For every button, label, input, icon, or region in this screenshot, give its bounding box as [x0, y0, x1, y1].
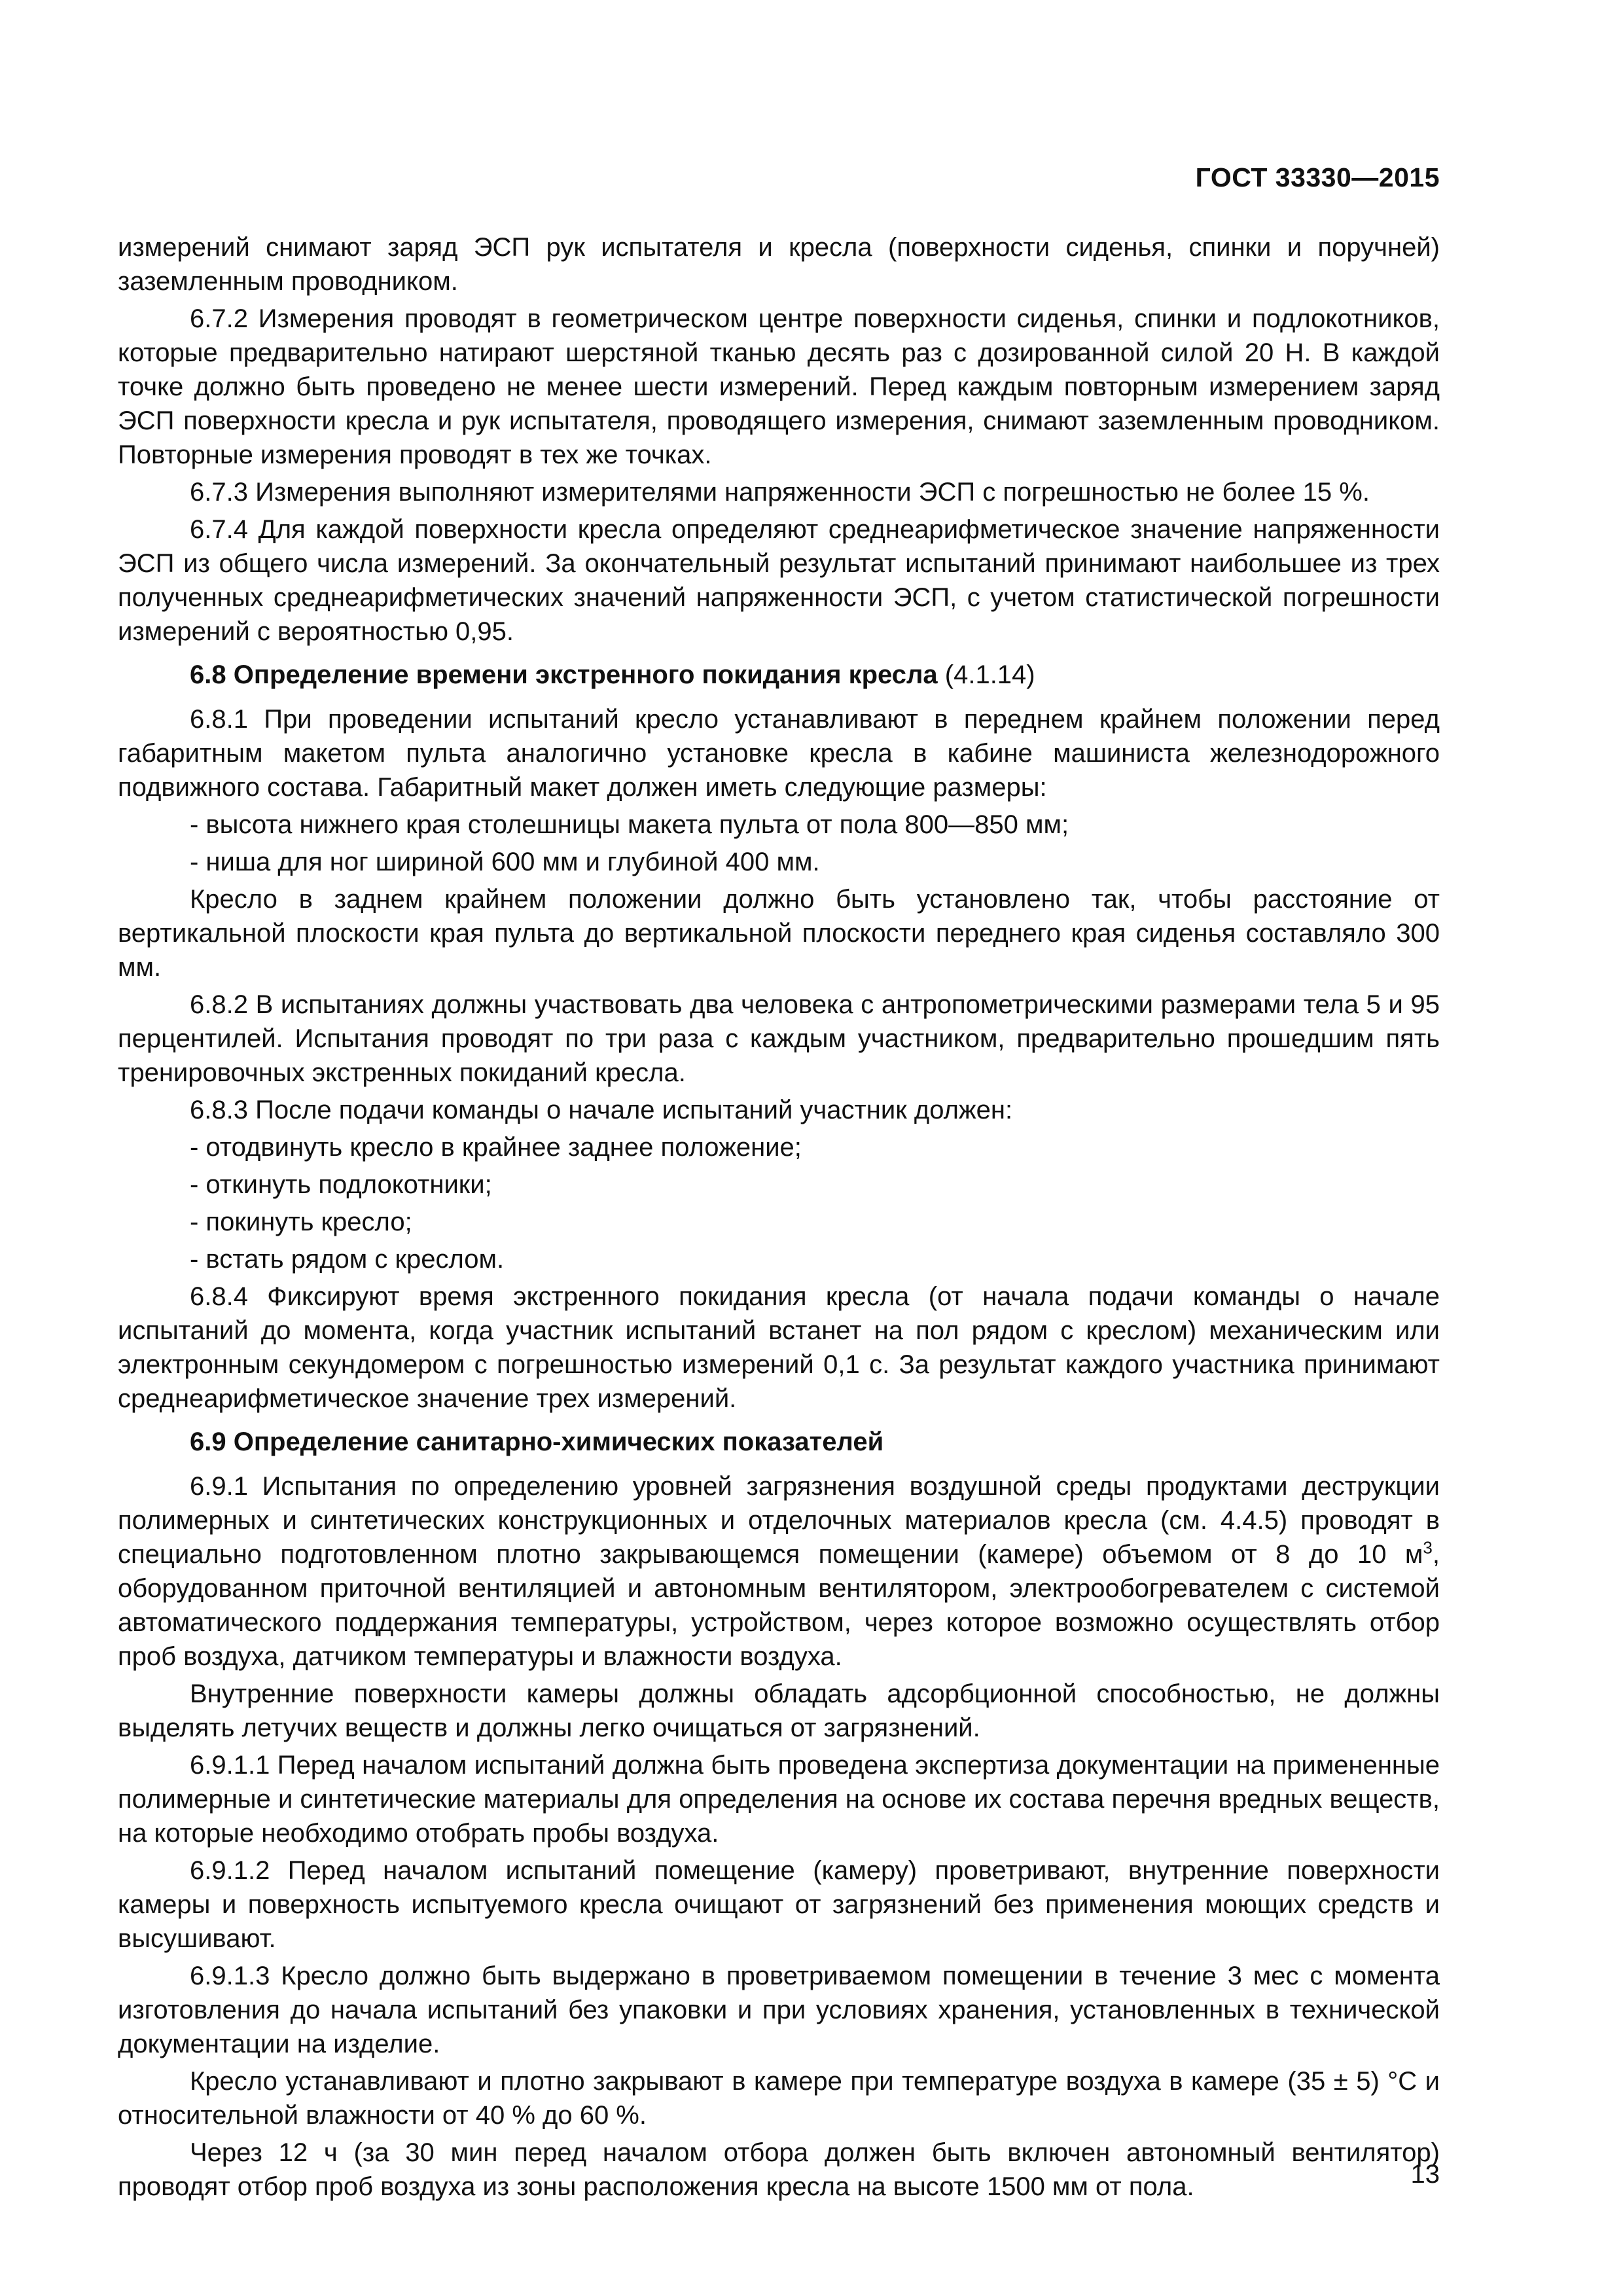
- list-item: - покинуть кресло;: [190, 1208, 412, 1236]
- paragraph: 6.7.3 Измерения выполняют измерителями напряженности ЭСП с погрешностью не более 15 %.: [190, 478, 1370, 507]
- paragraph: Внутренние поверхности камеры должны обладать адсорбционной способностью, не должны выделять летучих веществ и должны легко очищаться от загрязнений.: [118, 1679, 1440, 1742]
- paragraph: 6.8.2 В испытаниях должны участвовать два человека с антропометрическими размерами тела 5 и 95 перцентилей. Испытания проводят по три раза с каждым участником, предварительно прошедшим пять тренировочных экстренных покиданий кресла.: [118, 990, 1440, 1087]
- paragraph: 6.9.1.1 Перед началом испытаний должна быть проведена экспертиза документации на примененные полимерные и синтетические материалы для определения на основе их состава перечня вредных веществ, на которые необходимо отобрать пробы воздуха.: [118, 1751, 1440, 1848]
- section-title: Определение санитарно-химических показателей: [233, 1427, 884, 1456]
- paragraph: измерений снимают заряд ЭСП рук испытателя и кресла (поверхности сиденья, спинки и поручней) заземленным проводником.: [118, 233, 1440, 296]
- list-item: - отодвинуть кресло в крайнее заднее положение;: [190, 1133, 802, 1162]
- section-reference: (4.1.14): [937, 660, 1035, 689]
- paragraph: 6.8.4 Фиксируют время экстренного покидания кресла (от начала подачи команды о начале испытаний до момента, когда участник испытаний встанет на пол рядом с креслом) механическим или электронным секундомером с погрешностью измерений 0,1 с. За результат каждого участника принимают среднеарифметическое значение трех измерений.: [118, 1282, 1440, 1413]
- paragraph-part: 6.9.1 Испытания по определению уровней загрязнения воздушной среды продуктами деструкции полимерных и синтетических конструкционных и отделочных материалов кресла (см. 4.4.5) проводят в специально подготовленном плотно закрывающемся помещении (камере) объемом от 8 до 10 м: [118, 1472, 1440, 1569]
- paragraph: 6.7.2 Измерения проводят в геометрическом центре поверхности сиденья, спинки и подлокотников, которые предварительно натирают шерстяной тканью десять раз с дозированной силой 20 Н. В каждой точке должно быть проведено не менее шести измерений. Перед каждым повторным измерением заряд ЭСП поверхности кресла и рук испытателя, проводящего измерения, снимают заземленным проводником. Повторные измерения проводят в тех же точках.: [118, 304, 1440, 469]
- paragraph: 6.8.1 При проведении испытаний кресло устанавливают в переднем крайнем положении перед габаритным макетом пульта аналогично установке кресла в кабине машиниста железнодорожного подвижного состава. Габаритный макет должен иметь следующие размеры:: [118, 705, 1440, 802]
- paragraph: Кресло устанавливают и плотно закрывают в камере при температуре воздуха в камере (35 ± 5) °С и относительной влажности от 40 % до 60 %.: [118, 2067, 1440, 2130]
- paragraph: 6.8.3 После подачи команды о начале испытаний участник должен:: [190, 1096, 1013, 1124]
- section-title: Определение времени экстренного покидания кресла: [233, 660, 938, 689]
- list-item: - откинуть подлокотники;: [190, 1170, 492, 1199]
- document-body: [118, 230, 1440, 2207]
- paragraph: Через 12 ч (за 30 мин перед началом отбора должен быть включен автономный вентилятор) проводят отбор проб воздуха из зоны расположения кресла на высоте 1500 мм от пола.: [118, 2138, 1440, 2201]
- document-code: ГОСТ 33330—2015: [1195, 162, 1440, 192]
- section-heading: [118, 1425, 1440, 1459]
- paragraph: Кресло в заднем крайнем положении должно быть установлено так, чтобы расстояние от вертикальной плоскости края пульта до вертикальной плоскости переднего края сиденья составляло 300 мм.: [118, 885, 1440, 982]
- section-heading: [118, 658, 1440, 692]
- paragraph: 6.9.1.2 Перед началом испытаний помещение (камеру) проветривают, внутренние поверхности камеры и поверхность испытуемого кресла очищают от загрязнений без применения моющих средств и высушивают.: [118, 1856, 1440, 1953]
- list-item: - встать рядом с креслом.: [190, 1245, 505, 1274]
- paragraph: 6.7.4 Для каждой поверхности кресла определяют среднеарифметическое значение напряженности ЭСП из общего числа измерений. За окончательный результат испытаний принимают наибольшее из трех полученных среднеарифметических значений напряженности ЭСП, с учетом статистической погрешности измерений с вероятностью 0,95.: [118, 515, 1440, 646]
- section-number: 6.8: [190, 660, 226, 689]
- section-number: 6.9: [190, 1427, 226, 1456]
- paragraph-part: , оборудованном приточной вентиляцией и автономным вентилятором, электрообогревателем с системой автоматического поддержания температуры, устройством, через которое возможно осуществлять отбор проб воздуха, датчиком температуры и влажности воздуха.: [118, 1540, 1440, 1671]
- paragraph: [118, 1469, 1440, 1674]
- list-item: - высота нижнего края столешницы макета пульта от пола 800—850 мм;: [190, 810, 1069, 839]
- page-number: 13: [1410, 2160, 1440, 2189]
- paragraph: 6.9.1.3 Кресло должно быть выдержано в проветриваемом помещении в течение 3 мес с момента изготовления до начала испытаний без упаковки и при условиях хранения, установленных в технической документации на изделие.: [118, 1962, 1440, 2058]
- list-item: - ниша для ног шириной 600 мм и глубиной 400 мм.: [190, 848, 820, 876]
- superscript: 3: [1423, 1537, 1433, 1558]
